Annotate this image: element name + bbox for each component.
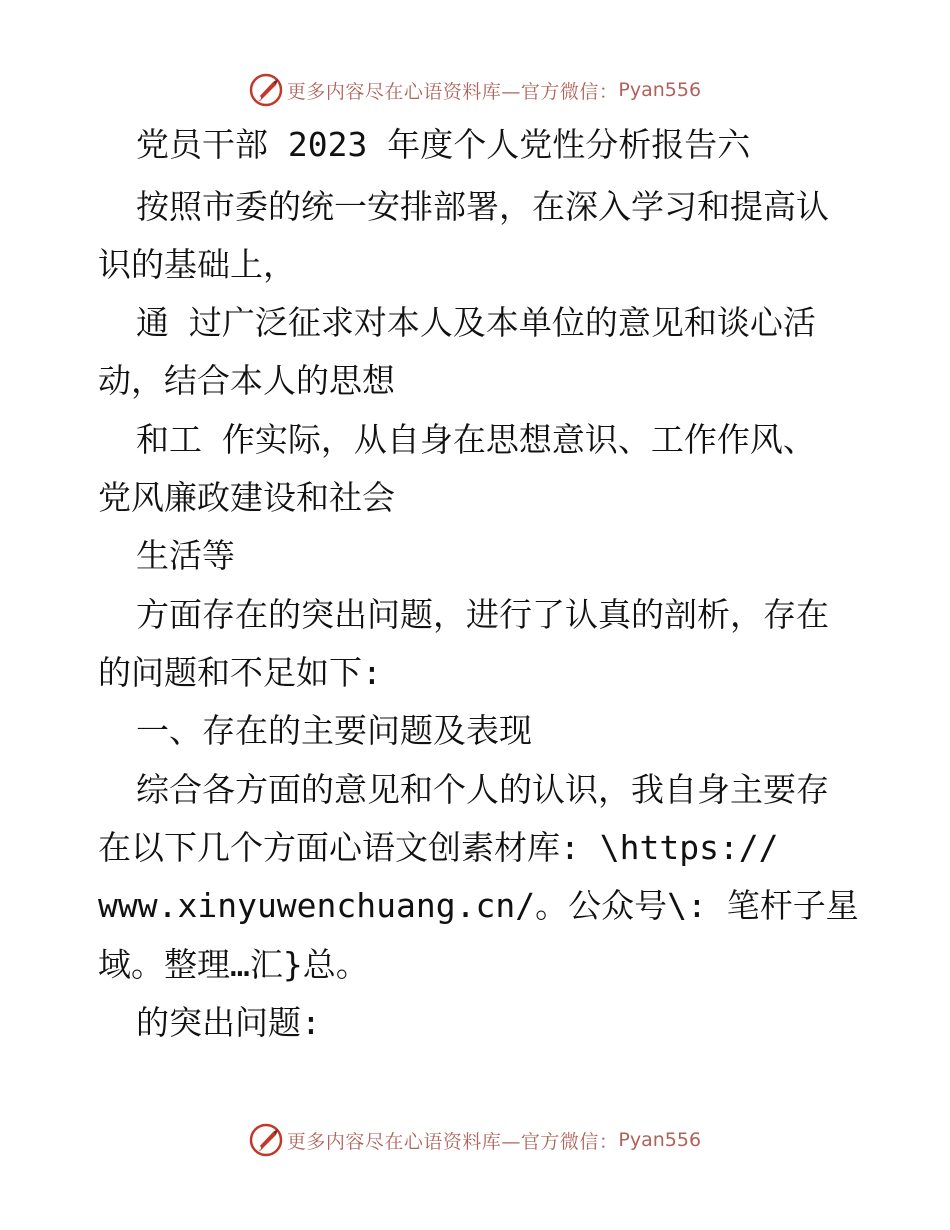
paragraph-line: 在以下几个方面心语文创素材库: \https:// <box>98 828 779 867</box>
header-watermark <box>0 70 950 110</box>
watermark-wechat-id: Pyan556 <box>618 1129 702 1151</box>
watermark-text: 更多内容尽在心语资料库—官方微信： <box>286 1130 619 1153</box>
paragraph-line: 方面存在的突出问题，进行了认真的剖析，存在 <box>136 595 829 634</box>
paragraph-line: 生活等 <box>136 536 235 575</box>
watermark-text: 更多内容尽在心语资料库—官方微信： <box>286 80 619 103</box>
paragraph-line: www.xinyuwenchuang.cn/。公众号\: 笔杆子星 <box>98 886 859 925</box>
quill-pen-logo-icon <box>249 1123 283 1157</box>
paragraph-line: 和工 作实际，从自身在思想意识、工作作风、 <box>136 420 816 459</box>
paragraph-line: 党风廉政建设和社会 <box>98 478 395 517</box>
document-title: 党员干部 2023 年度个人党性分析报告六 <box>136 125 751 164</box>
paragraph-line: 按照市委的统一安排部署，在深入学习和提高认 <box>136 187 829 226</box>
paragraph-line: 动，结合本人的思想 <box>98 361 395 400</box>
paragraph-line: 通 过广泛征求对本人及本单位的意见和谈心活 <box>136 303 816 342</box>
paragraph-line: 的问题和不足如下: <box>98 653 382 692</box>
paragraph-line: 的突出问题: <box>136 1003 321 1042</box>
watermark-wechat-id: Pyan556 <box>618 79 702 101</box>
section-heading: 一、存在的主要问题及表现 <box>136 711 532 750</box>
paragraph-line: 识的基础上， <box>98 245 296 284</box>
paragraph-line: 域。整理…汇}总。 <box>98 945 369 984</box>
footer-watermark <box>0 1120 950 1160</box>
quill-pen-logo-icon <box>249 73 283 107</box>
paragraph-line: 综合各方面的意见和个人的认识，我自身主要存 <box>136 770 829 809</box>
